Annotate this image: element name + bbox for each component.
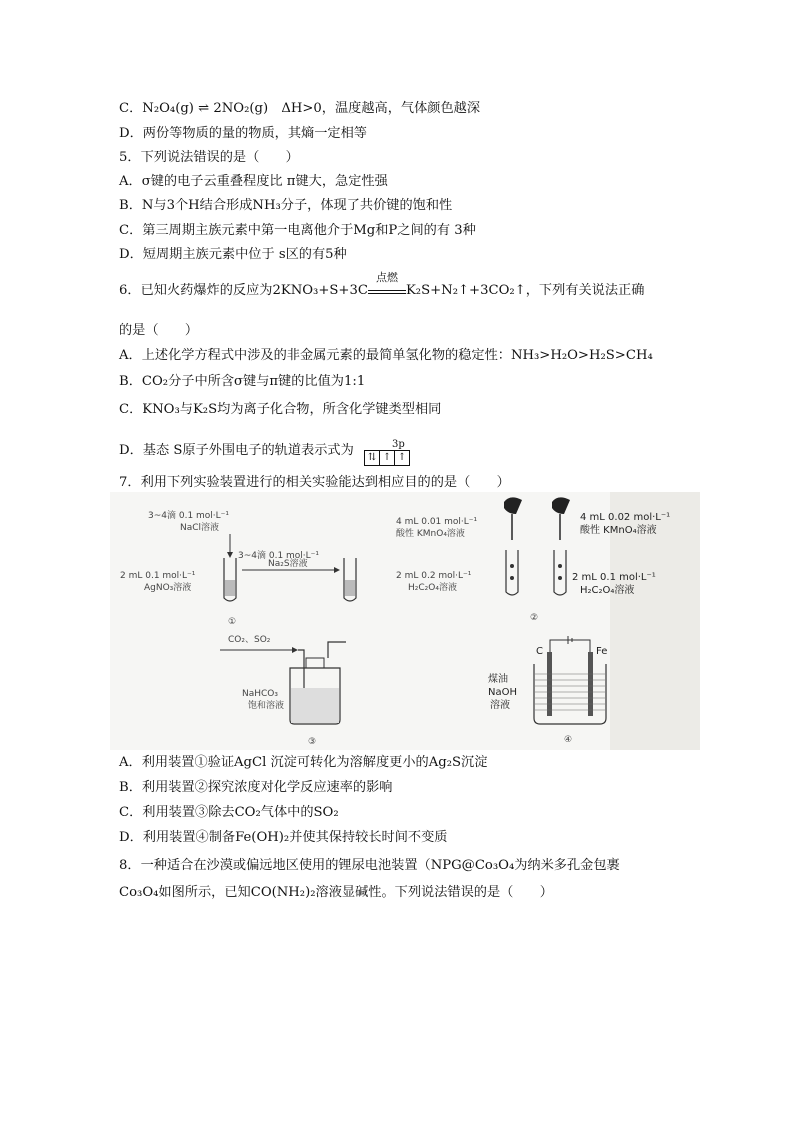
dev2-right-topb: 酸性 KMnO₄溶液	[580, 525, 657, 536]
q7-option-b: B．利用装置②探究浓度对化学反应速率的影响	[119, 780, 393, 795]
question-6	[119, 271, 645, 300]
dev1-number: ①	[228, 617, 237, 627]
dev2-left-topb: 酸性 KMnO₄溶液	[396, 529, 465, 539]
q6-equation-left: 6．已知火药爆炸的反应为2KNO₃+S+3C	[119, 283, 368, 298]
question-7: 7．利用下列实验装置进行的相关实验能达到相应目的的是（ ）	[119, 475, 510, 490]
q6-option-a: A．上述化学方程式中涉及的非金属元素的最简单氢化物的稳定性：NH₃>H₂O>H₂S>CH₄	[119, 348, 653, 363]
q5-option-c: C．第三周期主族元素中第一电离他介于Mg和P之间的有 3种	[119, 223, 476, 238]
q5-option-b: B．N与3个H结合形成NH₃分子，体现了共价键的饱和性	[119, 198, 453, 213]
q7-option-c: C．利用装置③除去CO₂气体中的SO₂	[119, 805, 339, 820]
dev4-c: C	[536, 646, 543, 657]
line-d4: D．两份等物质的量的物质，其熵一定相等	[119, 126, 367, 141]
question-8-cont: Co₃O₄如图所示，已知CO(NH₂)₂溶液显碱性。下列说法错误的是（ ）	[119, 885, 553, 900]
q6d-text: D．基态 S原子外围电子的轨道表示式为	[119, 443, 354, 458]
dev1-drop1: 3~4滴 0.1 mol·L⁻¹	[148, 511, 230, 521]
q5-option-a: A．σ键的电子云重叠程度比 π键大，急定性强	[119, 174, 388, 189]
q5-option-d: D．短周期主族元素中位于 s区的有5种	[119, 247, 347, 262]
reaction-condition: 点燃	[375, 271, 398, 284]
dev1-baseb: AgNO₃溶液	[144, 583, 192, 593]
dev2-left-top: 4 mL 0.01 mol·L⁻¹	[396, 517, 478, 527]
dev4-number: ④	[564, 735, 573, 745]
q6-option-d	[119, 439, 410, 466]
dev3-sol: NaHCO₃	[242, 689, 278, 699]
q6-continuation: 的是（ ）	[119, 323, 199, 338]
dev2-right-top: 4 mL 0.02 mol·L⁻¹	[580, 512, 671, 523]
dev1-drop2: 3~4滴 0.1 mol·L⁻¹	[238, 551, 320, 561]
orbital-cell-2: ↑	[379, 451, 394, 465]
dev1-base: 2 mL 0.1 mol·L⁻¹	[120, 571, 196, 581]
question-8: 8．一种适合在沙漠或偏远地区使用的锂尿电池装置（NPG@Co₃O₄为纳米多孔金包裹	[119, 858, 620, 873]
reaction-arrow	[368, 271, 406, 294]
dev2-left-bot: 2 mL 0.2 mol·L⁻¹	[396, 571, 472, 581]
dev4-fe: Fe	[596, 646, 608, 657]
dev2-left-botb: H₂C₂O₄溶液	[408, 583, 457, 593]
dev2-right-bot: 2 mL 0.1 mol·L⁻¹	[572, 572, 656, 583]
dev4-sol: 溶液	[490, 700, 510, 711]
dev2-right-botb: H₂C₂O₄溶液	[580, 585, 635, 596]
apparatus-figure	[110, 492, 700, 750]
orbital-label: 3p	[392, 439, 405, 450]
line-c4: C．N₂O₄(g) ⇌ 2NO₂(g) ΔH>0，温度越高，气体颜色越深	[119, 101, 481, 116]
orbital-cell-3: ↑	[394, 451, 409, 465]
q6-option-c: C．KNO₃与K₂S均为离子化合物，所含化学键类型相同	[119, 402, 442, 417]
dev4-oil: 煤油	[488, 674, 508, 685]
dev4-naoh: NaOH	[488, 687, 517, 698]
dev2-number: ②	[530, 613, 539, 623]
dev1-drop2b: Na₂S溶液	[268, 559, 308, 569]
orbital-cell-1: ⇅	[367, 452, 377, 463]
q6-option-b: B．CO₂分子中所含σ键与π键的比值为1:1	[119, 374, 366, 389]
q7-option-a: A．利用装置①验证AgCl 沉淀可转化为溶解度更小的Ag₂S沉淀	[119, 755, 488, 770]
dev3-gas: CO₂、SO₂	[228, 635, 271, 645]
question-5: 5．下列说法错误的是（ ）	[119, 150, 299, 165]
q7-option-d: D．利用装置④制备Fe(OH)₂并使其保持较长时间不变质	[119, 830, 448, 845]
orbital-diagram	[364, 439, 410, 466]
dev1-drop1b: NaCl溶液	[180, 523, 220, 533]
dev3-solb: 饱和溶液	[248, 701, 285, 711]
dev3-number: ③	[308, 737, 317, 747]
q6-equation-right: K₂S+N₂↑+3CO₂↑，下列有关说法正确	[405, 283, 645, 298]
